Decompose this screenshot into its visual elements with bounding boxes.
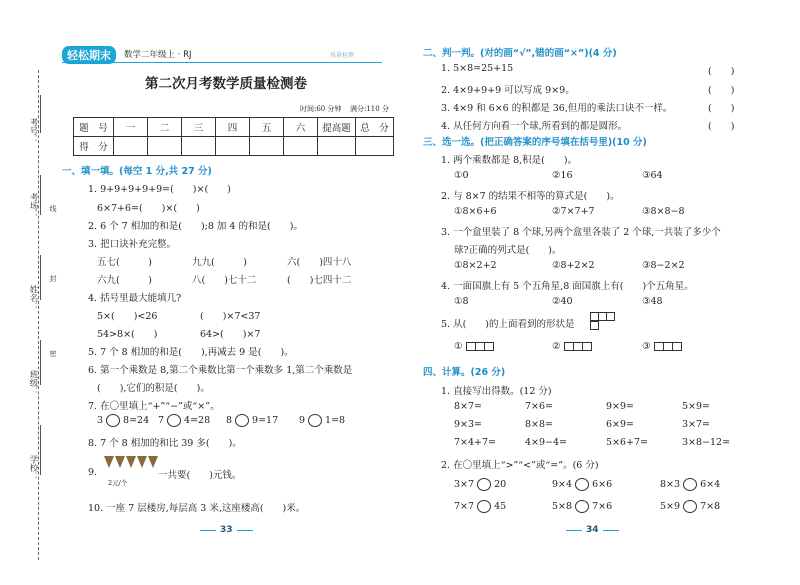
question-9-text: 一共要( )元钱。 — [158, 470, 242, 481]
calc-item: 4×9−4= — [525, 437, 568, 448]
choice-question-4: 4. 一面国旗上有 5 个五角星,8 面国旗上有( )个五角星。 — [441, 281, 694, 292]
ice-cream-icon — [126, 456, 136, 468]
compare-item — [552, 500, 612, 513]
side-label-exam-no: 考号： — [28, 118, 38, 144]
cube-icon — [582, 342, 592, 351]
choice-option: ①8×6+6 — [454, 206, 497, 217]
calc-item: 3×8−12= — [682, 437, 731, 448]
cube-icon — [484, 342, 494, 351]
compare-right: 45 — [494, 501, 507, 512]
score-header: 六 — [284, 118, 318, 137]
answer-circle[interactable] — [106, 414, 120, 427]
choice-option: ①8 — [454, 296, 469, 307]
compare-left: 3×7 — [454, 479, 475, 490]
page-number-right: 34 — [586, 525, 599, 535]
score-cell[interactable] — [114, 137, 148, 156]
score-cell[interactable] — [182, 137, 216, 156]
cube-icon — [672, 342, 682, 351]
compare-circle[interactable] — [477, 478, 491, 491]
choice-option: ③48 — [642, 296, 663, 307]
side-line — [40, 425, 41, 475]
operand: 9 — [299, 415, 306, 426]
calc-item: 5×6+7= — [606, 437, 649, 448]
judge-answer[interactable]: ( ) — [708, 121, 735, 132]
shape-option-label: ② — [552, 341, 561, 352]
logo: 轻松期末 — [62, 46, 116, 64]
page-number-left: 33 — [220, 525, 233, 535]
shape-option — [642, 341, 681, 352]
mnemonic-item: 五七( ) — [97, 257, 152, 268]
score-header: 题 号 — [74, 118, 114, 137]
calc-item: 6×9= — [606, 419, 635, 430]
compare-left: 7×7 — [454, 501, 475, 512]
judge-item: 2. 4×9+9+9 可以写成 9×9。 — [441, 85, 575, 96]
choice-question-3a: 3. 一个盒里装了 8 个球,另两个盒里各装了 2 个球,一共装了多少个 — [441, 227, 721, 238]
score-header: 提高题 — [318, 118, 356, 137]
calc-item: 8×8= — [525, 419, 554, 430]
side-label-room: 考场： — [28, 193, 38, 219]
compare-item — [454, 478, 506, 491]
calc-question-2: 2. 在〇里填上“>”“<”或“=”。(6 分) — [441, 460, 599, 471]
compare-circle[interactable] — [477, 500, 491, 513]
operator-item — [97, 414, 149, 427]
score-table — [73, 117, 394, 156]
compare-left: 8×3 — [660, 479, 681, 490]
score-cell[interactable] — [250, 137, 284, 156]
calc-item: 9×9= — [606, 401, 635, 412]
side-line — [40, 255, 41, 300]
compare-circle[interactable] — [575, 478, 589, 491]
score-cell[interactable] — [284, 137, 318, 156]
mnemonic-item: 六( )四十八 — [287, 257, 352, 268]
book-subtitle: 数学二年级上 · RJ — [124, 50, 192, 60]
compare-circle[interactable] — [575, 500, 589, 513]
score-header: 五 — [250, 118, 284, 137]
side-line — [40, 95, 41, 133]
operand: 8 — [226, 415, 233, 426]
operand: 3 — [97, 415, 104, 426]
score-label: 得 分 — [74, 137, 114, 156]
score-header: 总 分 — [356, 118, 394, 137]
compare-item — [660, 478, 720, 491]
question-6b: ( ),它们的积是( )。 — [97, 383, 210, 394]
compare-right: 20 — [494, 479, 507, 490]
question-3: 3. 把口诀补充完整。 — [88, 239, 177, 250]
operand: 4=28 — [184, 415, 211, 426]
choice-option: ②40 — [552, 296, 573, 307]
question-5: 5. 7 个 8 相加的和是( ),再减去 9 是( )。 — [88, 347, 294, 358]
compare-left: 9×4 — [552, 479, 573, 490]
side-label-school: 学校： — [28, 455, 38, 481]
cut-mark: 密 — [49, 350, 57, 357]
choice-question-5: 5. 从( )的上面看到的形状是 — [441, 319, 575, 330]
judge-answer[interactable]: ( ) — [708, 85, 735, 96]
mnemonic-item: 九九( ) — [192, 257, 247, 268]
operand: 9=17 — [252, 415, 279, 426]
square-shape — [606, 312, 615, 321]
operator-item — [158, 414, 210, 427]
answer-circle[interactable] — [308, 414, 322, 427]
section-3-title: 三、选一选。(把正确答案的序号填在括号里)(10 分) — [423, 137, 647, 148]
cut-mark: 线 — [49, 205, 57, 212]
judge-item: 1. 5×8=25+15 — [441, 63, 514, 74]
page-title: 第二次月考数学质量检测卷 — [145, 76, 307, 92]
binding-line — [38, 70, 39, 560]
inequality-item: ( )×7<37 — [200, 311, 261, 322]
choice-option: ③8−2×2 — [642, 260, 685, 271]
answer-circle[interactable] — [167, 414, 181, 427]
choice-option: ②16 — [552, 170, 573, 181]
answer-circle[interactable] — [235, 414, 249, 427]
choice-option: ③8×8−8 — [642, 206, 685, 217]
calc-item: 5×9= — [682, 401, 711, 412]
question-9-label: 9. — [88, 467, 98, 478]
price-tag: 2元/个 — [108, 479, 128, 487]
score-header: 四 — [216, 118, 250, 137]
judge-item: 3. 4×9 和 6×6 的积都是 36,但用的乘法口诀不一样。 — [441, 103, 673, 114]
question-10: 10. 一座 7 层楼房,每层高 3 米,这座楼高( )米。 — [88, 503, 306, 514]
calc-question-1: 1. 直接写出得数。(12 分) — [441, 386, 552, 397]
compare-circle[interactable] — [683, 500, 697, 513]
mnemonic-item: 六九( ) — [97, 275, 152, 286]
judge-answer[interactable]: ( ) — [708, 103, 735, 114]
score-header: 三 — [182, 118, 216, 137]
compare-item — [660, 500, 720, 513]
shape-option-label: ③ — [642, 341, 651, 352]
question-4: 4. 括号里最大能填几? — [88, 293, 182, 304]
ice-cream-icon — [104, 456, 114, 468]
choice-option: ③64 — [642, 170, 663, 181]
score-cell[interactable] — [216, 137, 250, 156]
score-header: 二 — [148, 118, 182, 137]
calc-item: 3×7= — [682, 419, 711, 430]
ice-cream-cones — [104, 456, 159, 468]
calc-item: 8×7= — [454, 401, 483, 412]
side-line — [40, 340, 41, 385]
choice-question-1: 1. 两个乘数都是 8,积是( )。 — [441, 155, 578, 166]
question-2: 2. 6 个 7 相加的和是( );8 加 4 的和是( )。 — [88, 221, 303, 232]
compare-left: 5×8 — [552, 501, 573, 512]
inequality-item: 5×( )<26 — [97, 311, 158, 322]
score-info: 满分:110 分 — [350, 105, 389, 113]
top-view-shape-bottom — [590, 320, 598, 331]
calc-item: 9×3= — [454, 419, 483, 430]
question-6a: 6. 第一个乘数是 8,第二个乘数比第一个乘数多 1,第二个乘数是 — [88, 365, 353, 376]
section-4-title: 四、计算。(26 分) — [423, 367, 506, 378]
cut-mark: 封 — [49, 275, 57, 282]
score-cell[interactable] — [318, 137, 356, 156]
header-tag: 质量检测 — [330, 52, 355, 59]
operator-item — [226, 414, 278, 427]
compare-right: 6×4 — [700, 479, 721, 490]
mnemonic-item: ( )七四十二 — [287, 275, 352, 286]
score-cell[interactable] — [148, 137, 182, 156]
compare-right: 7×6 — [592, 501, 613, 512]
choice-question-2: 2. 与 8×7 的结果不相等的算式是( )。 — [441, 191, 620, 202]
ice-cream-icon — [115, 456, 125, 468]
compare-circle[interactable] — [683, 478, 697, 491]
shape-option — [552, 341, 591, 352]
operator-item — [299, 414, 345, 427]
time-info: 时间:60 分钟 — [300, 105, 342, 113]
choice-option: ②8+2×2 — [552, 260, 595, 271]
choice-option: ①0 — [454, 170, 469, 181]
operand: 7 — [158, 415, 165, 426]
shape-option — [454, 341, 493, 352]
compare-right: 6×6 — [592, 479, 613, 490]
section-1-title: 一、填一填。(每空 1 分,共 27 分) — [62, 166, 212, 177]
section-2-title: 二、判一判。(对的画“√”,错的画“×”)(4 分) — [423, 48, 617, 59]
inequality-item: 54>8×( ) — [97, 329, 158, 340]
judge-item: 4. 从任何方向看一个球,所看到的都是圆形。 — [441, 121, 628, 132]
operand: 8=24 — [123, 415, 150, 426]
side-label-name: 姓名： — [28, 285, 38, 311]
question-7: 7. 在〇里填上“+”“−”或“×”。 — [88, 401, 220, 412]
shape-option-label: ① — [454, 341, 463, 352]
compare-right: 7×8 — [700, 501, 721, 512]
compare-item — [552, 478, 612, 491]
question-1a: 1. 9+9+9+9+9=( )×( ) — [88, 184, 231, 195]
question-1b: 6×7+6=( )×( ) — [97, 203, 200, 214]
choice-option: ②7×7+7 — [552, 206, 595, 217]
mnemonic-item: 八( )七十二 — [192, 275, 257, 286]
question-8: 8. 7 个 8 相加的和比 39 多( )。 — [88, 438, 242, 449]
inequality-item: 64>( )×7 — [200, 329, 261, 340]
judge-answer[interactable]: ( ) — [708, 66, 735, 77]
score-cell[interactable] — [356, 137, 394, 156]
calc-item: 7×6= — [525, 401, 554, 412]
side-label-class: 班级： — [28, 370, 38, 396]
header-rule — [62, 62, 382, 63]
compare-item — [454, 500, 506, 513]
score-header: 一 — [114, 118, 148, 137]
compare-left: 5×9 — [660, 501, 681, 512]
ice-cream-icon — [148, 456, 158, 468]
ice-cream-icon — [137, 456, 147, 468]
operand: 1=8 — [325, 415, 346, 426]
choice-question-3b: 球?正确的列式是( )。 — [454, 245, 562, 256]
square-shape — [590, 321, 599, 330]
side-line — [40, 175, 41, 215]
choice-option: ①8×2+2 — [454, 260, 497, 271]
calc-item: 7×4+7= — [454, 437, 497, 448]
